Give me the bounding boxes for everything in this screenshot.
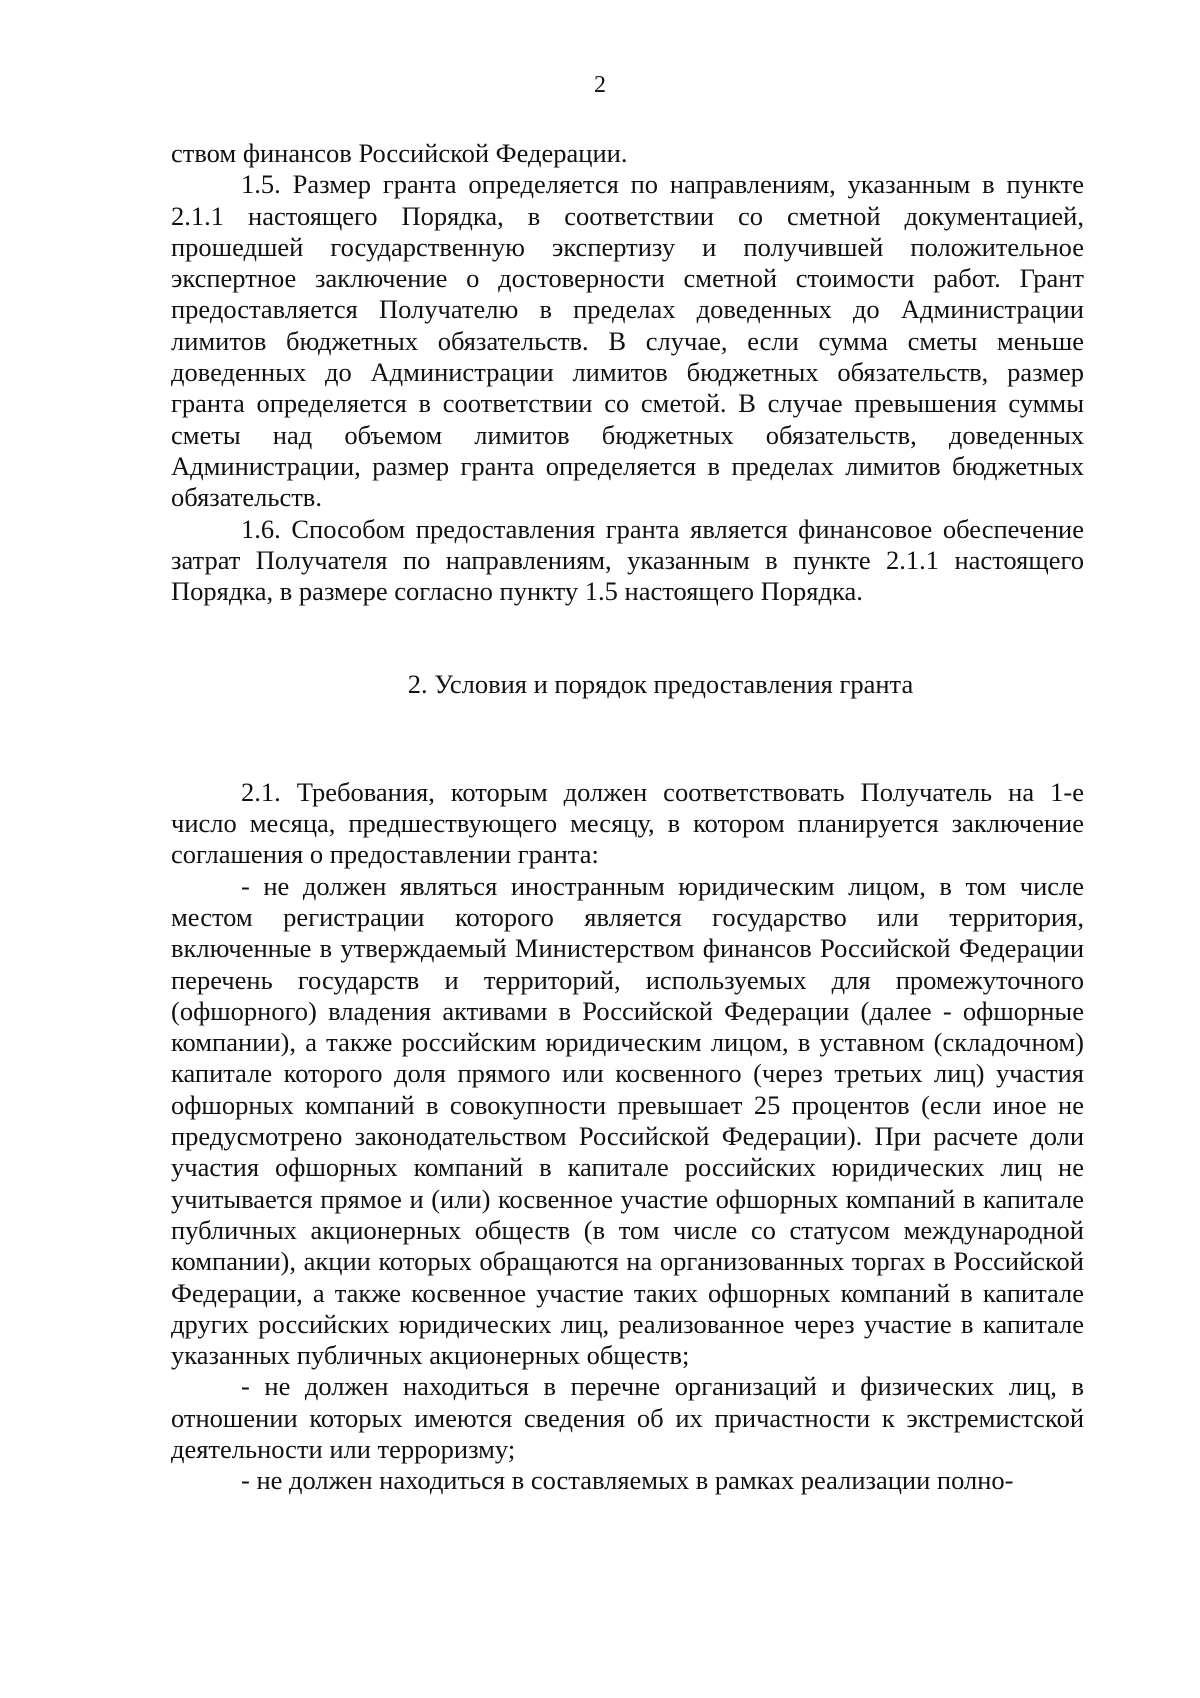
document-body (171, 138, 1084, 1497)
requirement-item-lists: - не должен находиться в составляемых в рамках реализации полно- (241, 1465, 1014, 1496)
paragraph-1-6: 1.6. Способом предоставления гранта является финансовое обеспечение затрат Получателя по направлениям, указанным в пункте 2.1.1 настоящего Порядка, в размере согласно пункту 1.5 настоящего Порядка. (171, 513, 1084, 607)
requirement-item-offshore: - не должен являться иностранным юридическим лицом, в том числе местом регистрации которого является государство или территория, включенные в утверждаемый Министерством финансов Российской Федерации перечень государств и территорий, используемых для промежуточного (офшорного) владения активами в Российской Федерации (далее - офшорные компании), а также российским юридическим лицом, в уставном (складочном) капитале которого доля прямого или косвенного (через третьих лиц) участия офшорных компаний в совокупности превышает 25 процентов (если иное не предусмотрено законодательством Российской Федерации). При расчете доли участия офшорных компаний в капитале российских юридических лиц не учитывается прямое и (или) косвенное участие офшорных компаний в капитале публичных акционерных обществ (в том числе со статусом международной компании), акции которых обращаются на организованных торгах в Российской Федерации, а также косвенное участие таких офшорных компаний в капитале других российских юридических лиц, реализованное через участие в капитале указанных публичных акционерных обществ; (171, 870, 1084, 1371)
paragraph-continuation: ством финансов Российской Федерации. (171, 138, 628, 168)
requirement-item-extremism: - не должен находиться в перечне организаций и физических лиц, в отношении которых имеются сведения об их причастности к экстремистской деятельности или терроризму; (171, 1371, 1084, 1464)
paragraph-2-1: 2.1. Требования, которым должен соответствовать Получатель на 1-е число месяца, предшествующего месяцу, в котором планируется заключение соглашения о предоставлении гранта: (171, 776, 1084, 870)
section-heading: 2. Условия и порядок предоставления гранта (407, 669, 914, 700)
page-number: 2 (594, 72, 606, 98)
paragraph-1-5: 1.5. Размер гранта определяется по направлениям, указанным в пункте 2.1.1 настоящего Порядка, в соответствии со сметной документацией, прошедшей государственную экспертизу и получившей положительное экспертное заключение о достоверности сметной стоимости работ. Грант предоставляется Получателю в пределах доведенных до Администрации лимитов бюджетных обязательств. В случае, если сумма сметы меньше доведенных до Администрации лимитов бюджетных обязательств, размер гранта определяется в соответствии со сметой. В случае превышения суммы сметы над объемом лимитов бюджетных обязательств, доведенных Администрации, размер гранта определяется в пределах лимитов бюджетных обязательств. (171, 169, 1084, 513)
